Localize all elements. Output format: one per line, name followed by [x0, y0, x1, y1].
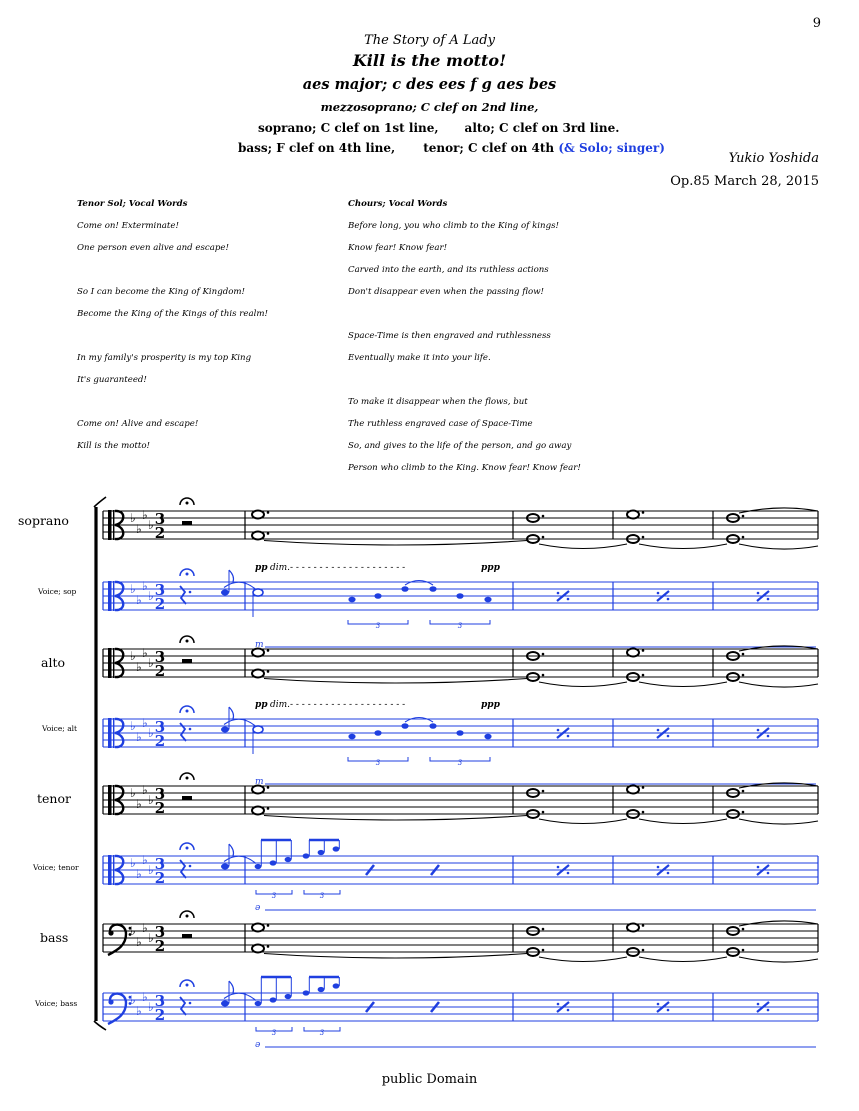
eighth-note	[285, 857, 292, 862]
tie	[639, 957, 727, 962]
note	[401, 586, 408, 592]
eighth-note	[285, 994, 292, 999]
dot	[642, 649, 645, 652]
time-signature-numerator: 3	[154, 648, 166, 666]
dot	[642, 786, 645, 789]
flat-icon: ♭	[130, 856, 136, 870]
flat-icon: ♭	[148, 1000, 154, 1014]
time-signature-denominator: 2	[154, 937, 166, 955]
dot	[642, 949, 645, 952]
whole-note	[252, 924, 264, 932]
measure-repeat-dot	[567, 1009, 570, 1012]
flat-icon: ♭	[142, 783, 148, 798]
half-note	[253, 589, 263, 596]
dot	[189, 728, 192, 731]
half-note	[253, 726, 263, 733]
tie	[539, 957, 627, 962]
note	[401, 723, 408, 729]
flat-icon: ♭	[136, 522, 142, 537]
note	[429, 723, 436, 729]
tie	[639, 682, 727, 687]
whole-note	[252, 945, 264, 953]
bass-clef-text: bass; F clef on 4th line,	[238, 141, 396, 155]
c-clef-icon	[113, 510, 114, 540]
flat-icon: ♭	[136, 797, 142, 812]
flat-icon: ♭	[142, 508, 148, 523]
chorus-lyric-line: Before long, you who climb to the King of kings!	[348, 221, 559, 231]
time-signature-denominator: 2	[154, 799, 166, 817]
eighth-note	[303, 990, 310, 995]
note	[484, 597, 491, 603]
tuplet-number: 3	[457, 622, 463, 630]
eighth-note	[318, 850, 325, 855]
measure-repeat-dot	[667, 1009, 670, 1012]
eighth-note	[221, 864, 229, 870]
fermata-dot	[186, 710, 189, 713]
measure-repeat-dot	[757, 1003, 760, 1006]
dot	[542, 653, 545, 656]
fermata-dot	[186, 984, 189, 987]
whole-note	[252, 807, 264, 815]
tie	[739, 544, 818, 549]
tenor-lyric-line: Come on! Exterminate!	[77, 221, 179, 231]
flat-icon: ♭	[130, 649, 136, 663]
whole-note	[627, 924, 639, 932]
chorus-lyrics-heading: Chours; Vocal Words	[348, 199, 448, 209]
dynamic-dim: dim.	[270, 563, 291, 573]
dot	[742, 674, 745, 677]
dot	[267, 511, 270, 514]
tenor-lyric-line: Become the King of the Kings of this realm!	[77, 309, 268, 319]
flat-icon: ♭	[148, 931, 154, 945]
tie	[264, 679, 527, 684]
chorus-lyric-line: Space-Time is then engraved and ruthlessness	[348, 331, 551, 341]
c-clef-icon	[113, 785, 114, 815]
lyric-syllable: ə	[255, 1040, 261, 1050]
dynamic-dim: dim.	[270, 700, 291, 710]
time-signature-denominator: 2	[154, 595, 166, 613]
f-clef-icon	[108, 925, 126, 955]
chorus-lyric-line: To make it disappear when the flows, but	[348, 397, 528, 407]
flat-icon: ♭	[136, 1004, 142, 1019]
note	[374, 593, 381, 599]
fermata-dot	[186, 777, 189, 780]
tie	[539, 819, 627, 824]
dot	[189, 591, 192, 594]
flat-icon: ♭	[136, 730, 142, 745]
flat-icon: ♭	[148, 656, 154, 670]
measure-repeat-dot	[657, 729, 660, 732]
flat-icon: ♭	[142, 646, 148, 661]
soprano-clef-text: soprano; C clef on 1st line,	[258, 121, 439, 135]
dot	[189, 865, 192, 868]
tenor-lyric-line: It's guaranteed!	[77, 375, 147, 385]
chorus-lyric-line: Eventually make it into your life.	[348, 353, 491, 363]
tie	[739, 957, 818, 962]
eighth-note	[333, 846, 340, 851]
chorus-lyric-line: Person who climb to the King. Know fear! Know fear!	[348, 463, 581, 473]
fermata-dot	[186, 502, 189, 505]
note	[429, 586, 436, 592]
dot	[742, 536, 745, 539]
half-rest	[182, 521, 192, 525]
flat-icon: ♭	[142, 990, 148, 1005]
tuplet-number: 3	[375, 759, 381, 767]
tie	[539, 682, 627, 687]
note-flag	[229, 981, 234, 993]
measure-repeat-dot	[567, 872, 570, 875]
dot	[542, 790, 545, 793]
note	[348, 597, 355, 603]
lyric-syllable: ə	[255, 903, 261, 913]
chorus-lyric-line: Carved into the earth, and its ruthless actions	[348, 265, 549, 275]
fermata-dot	[186, 573, 189, 576]
solo-note: (& Solo; singer)	[558, 141, 665, 155]
time-signature-denominator: 2	[154, 1006, 166, 1024]
tenor-lyric-line: Kill is the motto!	[77, 441, 150, 451]
note-flag	[229, 570, 234, 582]
c-clef-icon	[108, 855, 112, 885]
eighth-note	[221, 1001, 229, 1007]
measure-repeat-dot	[657, 592, 660, 595]
c-clef-icon	[108, 510, 112, 540]
time-signature-numerator: 3	[154, 785, 166, 803]
dot	[742, 790, 745, 793]
tie	[639, 819, 727, 824]
eighth-note	[318, 987, 325, 992]
note	[348, 734, 355, 740]
staff-label-voice-alt: Voice; alt	[42, 724, 78, 733]
flat-icon: ♭	[130, 924, 136, 938]
dot	[542, 515, 545, 518]
c-clef-icon	[108, 648, 112, 678]
measure-repeat-dot	[757, 729, 760, 732]
flat-icon: ♭	[136, 593, 142, 608]
tenor-lyrics-heading: Tenor Sol; Vocal Words	[77, 199, 188, 209]
fermata-dot	[186, 915, 189, 918]
chorus-lyric-line: Know fear! Know fear!	[348, 243, 448, 253]
note	[484, 734, 491, 740]
measure-repeat-dot	[557, 592, 560, 595]
flat-icon: ♭	[136, 660, 142, 675]
slur	[405, 581, 433, 586]
tuplet-number: 3	[319, 892, 325, 900]
measure-repeat-dot	[667, 872, 670, 875]
tenor-lyric-line: In my family's prosperity is my top King	[77, 353, 252, 363]
tenor-lyric-line: Come on! Alive and escape!	[77, 419, 199, 429]
fermata-dot	[186, 847, 189, 850]
eighth-note	[270, 997, 277, 1002]
flat-icon: ♭	[148, 518, 154, 532]
staff-label-voice-bass: Voice; bass	[35, 999, 78, 1008]
measure-repeat-dot	[757, 866, 760, 869]
whole-note	[627, 649, 639, 657]
staff-label-tenor: tenor	[37, 791, 71, 806]
half-rest	[182, 934, 192, 938]
c-clef-icon	[113, 648, 114, 678]
measure-repeat-dot	[557, 1003, 560, 1006]
opus-date: Op.85 March 28, 2015	[670, 174, 819, 189]
dot	[267, 649, 270, 652]
c-clef-icon	[108, 718, 112, 748]
measure-repeat-dot	[767, 1009, 770, 1012]
measure-repeat-dot	[657, 866, 660, 869]
f-clef-icon	[108, 994, 126, 1024]
dynamic-ppp: ppp	[481, 563, 500, 573]
flat-icon: ♭	[130, 993, 136, 1007]
whole-note	[252, 670, 264, 678]
flat-icon: ♭	[142, 853, 148, 868]
tuplet-number: 3	[457, 759, 463, 767]
dot	[642, 811, 645, 814]
staff-label-voice-tenor: Voice; tenor	[33, 863, 79, 872]
tuplet-number: 3	[271, 892, 277, 900]
flat-icon: ♭	[130, 582, 136, 596]
whole-note	[252, 511, 264, 519]
dot	[642, 536, 645, 539]
tie	[264, 541, 527, 546]
dynamic-ppp: ppp	[481, 700, 500, 710]
dot	[542, 536, 545, 539]
half-rest	[182, 796, 192, 800]
time-signature-denominator: 2	[154, 524, 166, 542]
note	[456, 730, 463, 736]
page-number: 9	[812, 16, 821, 31]
measure-repeat-dot	[667, 735, 670, 738]
tie	[739, 682, 818, 687]
tuplet-number: 3	[319, 1029, 325, 1037]
flat-icon: ♭	[148, 726, 154, 740]
eighth-note	[255, 864, 262, 869]
flat-icon: ♭	[148, 793, 154, 807]
dot	[542, 811, 545, 814]
tuplet-number: 3	[375, 622, 381, 630]
staff-label-soprano: soprano	[18, 513, 69, 528]
dot	[642, 511, 645, 514]
lyric-syllable: m	[255, 777, 264, 787]
measure-repeat-dot	[557, 866, 560, 869]
c-clef-icon	[113, 718, 114, 748]
c-clef-icon	[113, 581, 114, 611]
staff-label-bass: bass	[40, 930, 69, 945]
dot	[267, 670, 270, 673]
c-clef-icon	[113, 855, 114, 885]
tenor-lyric-line: So I can become the King of Kingdom!	[77, 287, 245, 297]
whole-note	[627, 511, 639, 519]
time-signature-numerator: 3	[154, 718, 166, 736]
system-bracket-bottom	[94, 1021, 106, 1030]
measure-repeat-dot	[667, 598, 670, 601]
dot	[742, 653, 745, 656]
note	[374, 730, 381, 736]
dot	[742, 928, 745, 931]
eighth-note	[255, 1001, 262, 1006]
time-signature-denominator: 2	[154, 732, 166, 750]
slur	[405, 718, 433, 723]
chorus-lyric-line: Don't disappear even when the passing flow!	[348, 287, 544, 297]
measure-repeat-dot	[567, 735, 570, 738]
flat-icon: ♭	[148, 589, 154, 603]
time-signature-numerator: 3	[154, 923, 166, 941]
dot	[742, 515, 745, 518]
mezzosoprano-clef-line: mezzosoprano; C clef on 2nd line,	[320, 100, 539, 114]
measure-repeat-dot	[767, 598, 770, 601]
note-flag	[229, 844, 234, 856]
alto-clef-text: alto; C clef on 3rd line.	[464, 121, 620, 135]
tie	[739, 921, 818, 926]
tuplet-number: 3	[271, 1029, 277, 1037]
measure-repeat-dot	[767, 735, 770, 738]
time-signature-numerator: 3	[154, 992, 166, 1010]
flat-icon: ♭	[130, 786, 136, 800]
flat-icon: ♭	[148, 863, 154, 877]
note	[456, 593, 463, 599]
footer-license: public Domain	[381, 1072, 478, 1087]
dynamic-pp: pp	[255, 563, 268, 573]
fermata-dot	[186, 640, 189, 643]
time-signature-numerator: 3	[154, 581, 166, 599]
measure-repeat-dot	[767, 872, 770, 875]
flat-icon: ♭	[136, 867, 142, 882]
f-clef-icon	[108, 930, 113, 935]
tie	[739, 819, 818, 824]
dot	[542, 949, 545, 952]
dot	[189, 1002, 192, 1005]
dot	[267, 786, 270, 789]
eighth-note	[303, 853, 310, 858]
dot	[542, 674, 545, 677]
dot	[742, 811, 745, 814]
eighth-note	[221, 590, 229, 596]
time-signature-numerator: 3	[154, 510, 166, 528]
staff-label-alto: alto	[41, 655, 65, 670]
title: Kill is the motto!	[352, 51, 507, 70]
tie	[264, 954, 527, 959]
dim-dashes: - - - - - - - - - - - - - - - - - - - -	[290, 563, 406, 573]
chorus-lyric-line: So, and gives to the life of the person, and go away	[348, 441, 572, 451]
time-signature-numerator: 3	[154, 855, 166, 873]
note-flag	[229, 707, 234, 719]
dynamic-pp: pp	[255, 700, 268, 710]
dot	[642, 924, 645, 927]
c-clef-icon	[108, 785, 112, 815]
tenor-lyric-line: One person even alive and escape!	[77, 243, 229, 253]
tie	[264, 816, 527, 821]
f-clef-icon	[108, 999, 113, 1004]
dot	[642, 674, 645, 677]
dot	[267, 532, 270, 535]
flat-icon: ♭	[130, 719, 136, 733]
measure-repeat-dot	[567, 598, 570, 601]
dot	[267, 945, 270, 948]
whole-note	[627, 786, 639, 794]
flat-icon: ♭	[142, 579, 148, 594]
eighth-note	[270, 860, 277, 865]
subtitle: The Story of A Lady	[364, 33, 495, 48]
half-rest	[182, 659, 192, 663]
dot	[267, 807, 270, 810]
tie	[639, 544, 727, 549]
tie	[539, 544, 627, 549]
measure-repeat-dot	[657, 1003, 660, 1006]
staff-label-voice-sop: Voice; sop	[38, 587, 77, 596]
dot	[542, 928, 545, 931]
time-signature-denominator: 2	[154, 662, 166, 680]
dim-dashes: - - - - - - - - - - - - - - - - - - - -	[290, 700, 406, 710]
lyric-syllable: m	[255, 640, 264, 650]
time-signature-denominator: 2	[154, 869, 166, 887]
flat-icon: ♭	[142, 716, 148, 731]
flat-icon: ♭	[136, 935, 142, 950]
c-clef-icon	[108, 581, 112, 611]
key-signature-line: aes major; c des ees f g aes bes	[302, 76, 557, 93]
dot	[267, 924, 270, 927]
eighth-note	[333, 983, 340, 988]
system-bracket-top	[94, 497, 106, 507]
flat-icon: ♭	[142, 921, 148, 936]
tenor-clef-text: tenor; C clef on 4th	[423, 141, 555, 155]
dot	[742, 949, 745, 952]
flat-icon: ♭	[130, 511, 136, 525]
tie	[739, 508, 818, 513]
eighth-note	[221, 727, 229, 733]
composer: Yukio Yoshida	[728, 151, 819, 166]
whole-note	[252, 532, 264, 540]
measure-repeat-dot	[757, 592, 760, 595]
chorus-lyric-line: The ruthless engraved case of Space-Time	[348, 419, 533, 429]
measure-repeat-dot	[557, 729, 560, 732]
